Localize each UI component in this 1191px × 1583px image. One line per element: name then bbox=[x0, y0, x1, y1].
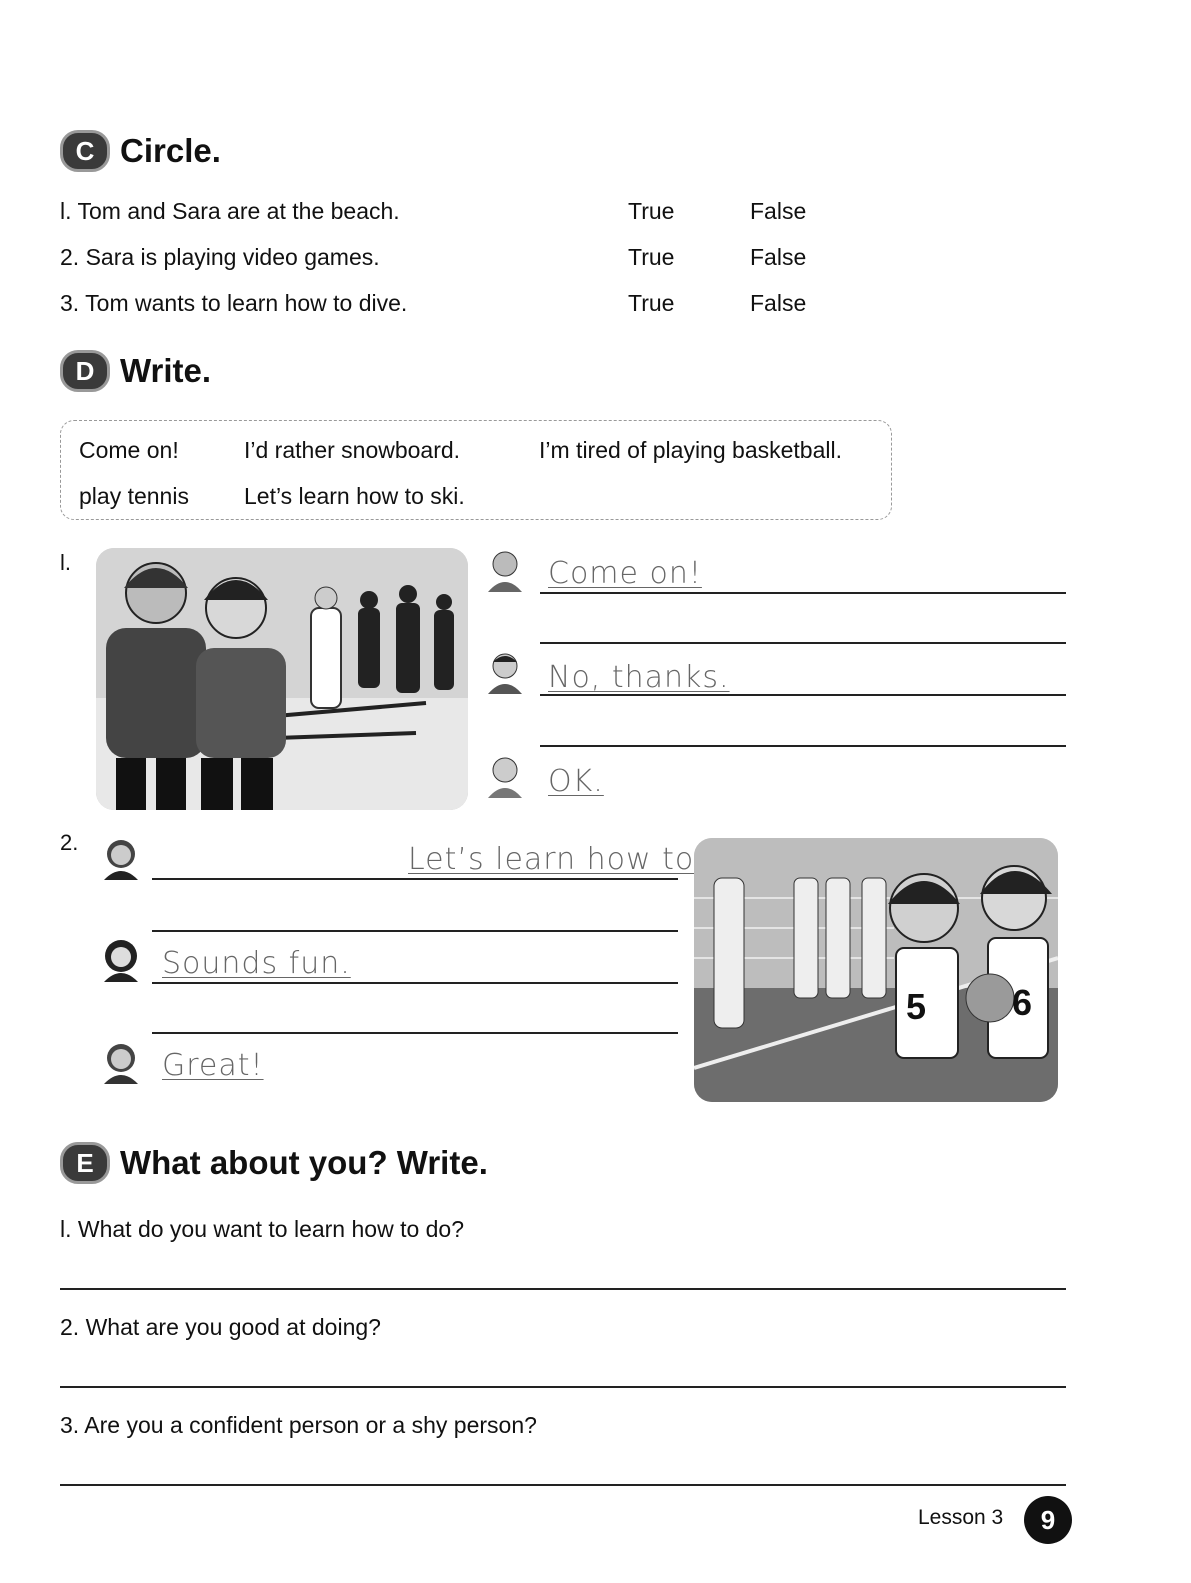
c-question-2-true[interactable]: True bbox=[628, 244, 675, 270]
section-e-heading bbox=[60, 1142, 488, 1184]
dialogue-2-line-3: Great! bbox=[162, 1048, 264, 1083]
c-question-2: 2. Sara is playing video games. bbox=[60, 244, 380, 270]
c-question-3: 3. Tom wants to learn how to dive. bbox=[60, 290, 408, 316]
answer-line[interactable] bbox=[540, 642, 1066, 644]
dialogue-2-number: 2. bbox=[60, 830, 79, 855]
section-c-badge: C bbox=[60, 130, 110, 172]
answer-line[interactable] bbox=[60, 1288, 1066, 1290]
answer-line[interactable] bbox=[540, 694, 1066, 696]
lesson-label: Lesson 3 bbox=[918, 1506, 1004, 1529]
answer-line[interactable] bbox=[152, 1032, 678, 1034]
e-question-1: l. What do you want to learn how to do? bbox=[60, 1216, 465, 1242]
section-d-heading bbox=[60, 350, 211, 392]
section-c-title: Circle. bbox=[120, 132, 221, 169]
c-question-2-false[interactable]: False bbox=[750, 244, 807, 270]
jersey-number: 5 bbox=[906, 986, 927, 1027]
basketball-scene-icon bbox=[694, 838, 1058, 1102]
c-question-3-false[interactable]: False bbox=[750, 290, 807, 316]
word-bank-item: I’d rather snowboard. bbox=[244, 437, 461, 463]
dialogue-2-line-2: Sounds fun. bbox=[162, 946, 351, 981]
section-e-badge: E bbox=[60, 1142, 110, 1184]
girl-face-icon bbox=[100, 938, 142, 987]
answer-line[interactable] bbox=[60, 1386, 1066, 1388]
section-c-heading bbox=[60, 130, 221, 172]
answer-line[interactable] bbox=[152, 878, 678, 880]
answer-line[interactable] bbox=[540, 745, 1066, 747]
e-question-2: 2. What are you good at doing? bbox=[60, 1314, 381, 1340]
word-bank-item: Come on! bbox=[79, 437, 179, 463]
section-e-title: What about you? Write. bbox=[120, 1144, 488, 1181]
e-question-3: 3. Are you a confident person or a shy person? bbox=[60, 1412, 537, 1438]
section-d-title: Write. bbox=[120, 352, 212, 389]
answer-line[interactable] bbox=[152, 930, 678, 932]
page-number: 9 bbox=[1024, 1496, 1072, 1544]
dialogue-2-line-1: Let’s learn how to bbox=[408, 842, 695, 877]
jersey-number: 6 bbox=[1012, 982, 1033, 1023]
basketball-scene-illustration bbox=[694, 838, 1058, 1102]
c-question-1-true[interactable]: True bbox=[628, 198, 675, 224]
section-d-badge: D bbox=[60, 350, 110, 392]
girl-face-icon bbox=[100, 1040, 142, 1089]
dialogue-1-line-1: Come on! bbox=[548, 556, 702, 591]
girl-face-icon bbox=[484, 548, 526, 597]
c-question-1-false[interactable]: False bbox=[750, 198, 807, 224]
word-bank bbox=[60, 420, 892, 520]
answer-line[interactable] bbox=[60, 1484, 1066, 1486]
answer-line[interactable] bbox=[540, 592, 1066, 594]
girl-face-icon bbox=[100, 836, 142, 885]
dialogue-1-line-2: No, thanks. bbox=[548, 660, 730, 695]
c-question-3-true[interactable]: True bbox=[628, 290, 675, 316]
answer-line[interactable] bbox=[152, 982, 678, 984]
dialogue-1-line-3: OK. bbox=[548, 764, 604, 799]
dialogue-1-number: l. bbox=[60, 550, 71, 575]
word-bank-item: play tennis bbox=[79, 483, 189, 509]
ski-scene-illustration bbox=[96, 548, 468, 810]
word-bank-item: Let’s learn how to ski. bbox=[244, 483, 465, 509]
girl-face-icon bbox=[484, 754, 526, 803]
c-question-1: l. Tom and Sara are at the beach. bbox=[60, 198, 400, 224]
ski-scene-icon bbox=[96, 548, 468, 810]
boy-face-icon bbox=[484, 650, 526, 699]
word-bank-item: I’m tired of playing basketball. bbox=[539, 437, 842, 463]
